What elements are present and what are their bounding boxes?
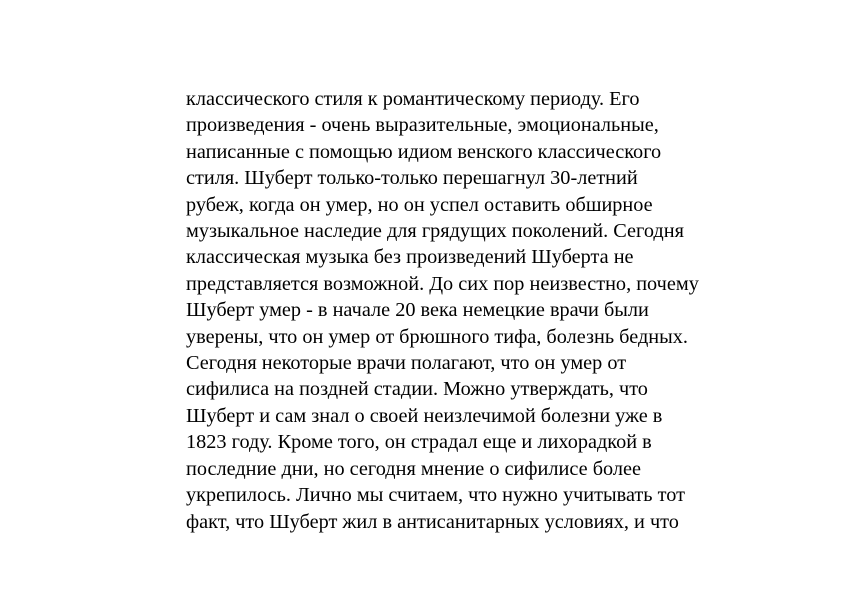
text-line: произведения - очень выразительные, эмоциональные, — [186, 114, 659, 137]
text-line: 1823 году. Кроме того, он страдал еще и лихорадкой в — [186, 431, 652, 454]
text-line: сифилиса на поздней стадии. Можно утверждать, что — [186, 378, 648, 401]
text-line: Шуберт умер - в начале 20 века немецкие врачи были — [186, 299, 649, 322]
text-line: музыкальное наследие для грядущих поколений. Сегодня — [186, 220, 684, 243]
body-text — [186, 86, 786, 535]
text-line: уверены, что он умер от брюшного тифа, болезнь бедных. — [186, 325, 688, 348]
text-line: написанные с помощью идиом венского классического — [186, 140, 662, 163]
text-line: Сегодня некоторые врачи полагают, что он умер от — [186, 352, 627, 375]
text-line: укрепилось. Лично мы считаем, что нужно учитывать тот — [186, 484, 685, 507]
text-line: факт, что Шуберт жил в антисанитарных условиях, и что — [186, 510, 679, 533]
text-line: Шуберт и сам знал о своей неизлечимой болезни уже в — [186, 404, 663, 427]
text-line: представляется возможной. До сих пор неизвестно, почему — [186, 272, 699, 295]
text-line: последние дни, но сегодня мнение о сифилисе более — [186, 457, 642, 480]
text-line: стиля. Шуберт только-только перешагнул 30-летний — [186, 167, 638, 190]
text-line: классического стиля к романтическому периоду. Его — [186, 88, 640, 110]
text-line: классическая музыка без произведений Шуберта не — [186, 246, 634, 269]
text-line: рубеж, когда он умер, но он успел оставить обширное — [186, 193, 653, 216]
